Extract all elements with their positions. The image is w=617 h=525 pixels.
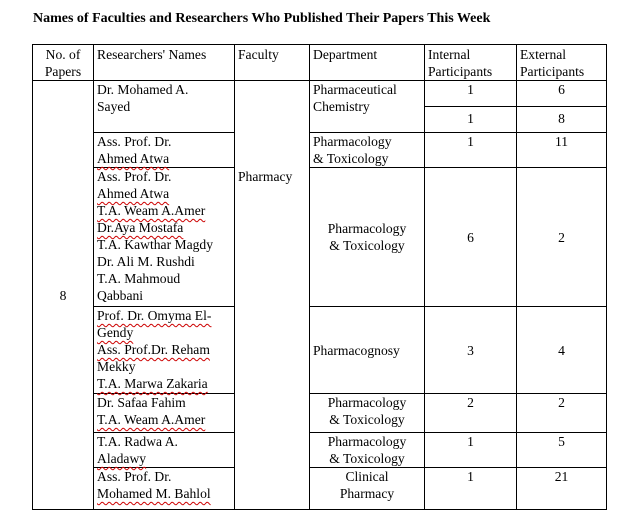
header-papers: No. of Papers	[33, 45, 94, 81]
table-row	[33, 133, 607, 168]
names-cell: Prof. Dr. Omyma El- Gendy Ass. Prof.Dr. Reham Mekky T.A. Marwa Zakaria	[94, 307, 235, 394]
papers-count-cell: 8	[33, 81, 94, 510]
department-cell: Pharmacognosy	[310, 307, 425, 394]
names-cell: Ass. Prof. Dr. Ahmed Atwa T.A. Weam A.Amer Dr.Aya Mostafa T.A. Kawthar Magdy Dr. Ali M. Rushdi T.A. Mahmoud Qabbani	[94, 168, 235, 307]
department-cell: Pharmacology & Toxicology	[310, 394, 425, 433]
external-cell: 21	[517, 468, 607, 510]
internal-cell: 3	[425, 307, 517, 394]
external-cell: 8	[517, 107, 607, 133]
external-cell: 2	[517, 394, 607, 433]
names-cell: Ass. Prof. Dr. Ahmed Atwa	[94, 133, 235, 168]
table-row	[33, 433, 607, 468]
header-external: External Participants	[517, 45, 607, 81]
researchers-table	[32, 44, 607, 510]
faculty-cell: Pharmacy	[235, 81, 310, 510]
internal-cell: 1	[425, 81, 517, 107]
names-cell: Dr. Safaa Fahim T.A. Weam A.Amer	[94, 394, 235, 433]
department-cell: Clinical Pharmacy	[310, 468, 425, 510]
external-cell: 11	[517, 133, 607, 168]
table-row	[33, 81, 607, 107]
department-cell: Pharmaceutical Chemistry	[310, 81, 425, 133]
page-title: Names of Faculties and Researchers Who Published Their Papers This Week	[33, 11, 491, 26]
external-cell: 4	[517, 307, 607, 394]
department-cell: Pharmacology & Toxicology	[310, 168, 425, 307]
table-row	[33, 468, 607, 510]
external-cell: 6	[517, 81, 607, 107]
header-names: Researchers' Names	[94, 45, 235, 81]
header-internal: Internal Participants	[425, 45, 517, 81]
department-cell: Pharmacology & Toxicology	[310, 433, 425, 468]
internal-cell: 1	[425, 107, 517, 133]
internal-cell: 1	[425, 433, 517, 468]
department-cell: Pharmacology & Toxicology	[310, 133, 425, 168]
external-cell: 2	[517, 168, 607, 307]
internal-cell: 1	[425, 133, 517, 168]
header-faculty: Faculty	[235, 45, 310, 81]
header-row	[33, 45, 607, 81]
external-cell: 5	[517, 433, 607, 468]
names-cell: T.A. Radwa A. Aladawy	[94, 433, 235, 468]
internal-cell: 2	[425, 394, 517, 433]
names-cell: Ass. Prof. Dr. Mohamed M. Bahlol	[94, 468, 235, 510]
table-row	[33, 168, 607, 307]
names-cell: Dr. Mohamed A. Sayed	[94, 81, 235, 133]
table-row	[33, 307, 607, 394]
header-department: Department	[310, 45, 425, 81]
internal-cell: 1	[425, 468, 517, 510]
table-row	[33, 394, 607, 433]
internal-cell: 6	[425, 168, 517, 307]
